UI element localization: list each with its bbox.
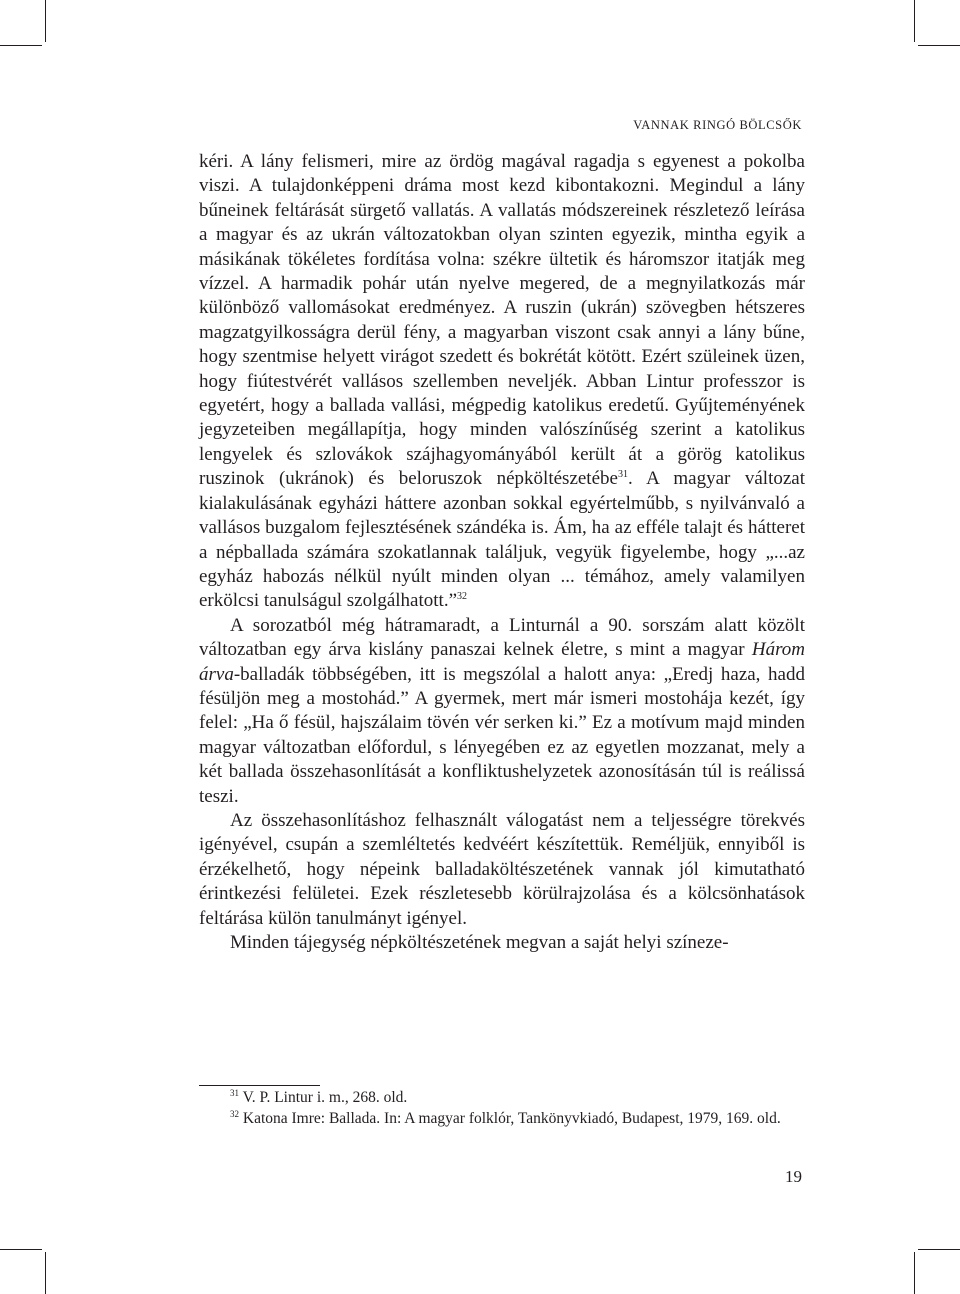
crop-mark-bottom-right-h — [918, 1249, 960, 1250]
footnote-text: Katona Imre: Ballada. In: A magyar folklór, Tankönyvkiadó, Budapest, 1979, 169. old. — [242, 1110, 781, 1127]
paragraph-1-text-b: . A magyar változat kialakulásának egyházi háttere azonban sokkal egyértelműbb, s nyilvánvaló a vallásos buzgalom fejlesztésének szándéka is. Ám, ha az efféle talajt és hátteret a népballada számára szokatlannak találjuk, vegyük figyelembe, hogy „...az egyház habozás nélkül nyúlt minden olyan ... témához, amely valamilyen erkölcsi tanulságul szolgálhatott.” — [199, 468, 805, 612]
paragraph-1-text-a: kéri. A lány felismeri, mire az ördög magával ragadja s egyenest a pokolba viszi. A tulajdonképpeni dráma most kezd kibontakozni. Megindul a lány bűneinek feltárását sürgető vallatás. A vallatás módszereinek részletező leírása a magyar és az ukrán változatokban olyan szinten egyezik, mintha egyik a másikának tökéletes fordítása volna: székre ültetik és háromszor itatják meg vízzel. A harmadik pohár után nyelve megered, de a megnyilatkozás már különböző vallomásokat eredményez. A ruszin (ukrán) szövegben hétszeres magzatgyilkosságra derül fény, a magyarban viszont csak annyi a lány bűne, hogy szentmise helyett virágot szedett és bokrétát kötött. Ezért szüleinek üzen, hogy fiútestvérét vallásos szellemben neveljék. Abban Lintur professzor is egyetért, hogy a ballada vallási, mégpedig katolikus eredetű. Gyűjteményének jegyzeteiben megállapítja, hogy minden valószínűség szerint a katolikus lengyelek és szlovákok szájhagyományából került át a görög katolikus ruszinok (ukránok) és beloruszok népköltészetébe — [199, 151, 805, 490]
paragraph-2 — [199, 614, 805, 809]
footnote-32 — [199, 1108, 805, 1129]
footnote-text: V. P. Lintur i. m., 268. old. — [242, 1089, 408, 1106]
paragraph-3: Az összehasonlításhoz felhasznált válogatást nem a teljességre törekvés igényével, csupán a szemléltetés kedvéért készítettük. Reméljük, ennyiből is érzékelhető, hogy népeink balladaköltészetének vannak jól kimutatható érintkezési felületei. Ezek részletesebb körülrajzolása és a kölcsönhatások feltárása külön tanulmányt igényel. — [199, 809, 805, 929]
crop-mark-top-right-h — [918, 45, 960, 46]
crop-mark-bottom-right-v — [914, 1252, 915, 1294]
crop-mark-bottom-left-h — [0, 1249, 42, 1250]
paragraph-2-text-b: -balladák többségében, itt is megszólal a halott anya: „Eredj haza, hadd fésüljön meg a mostohád.” A gyermek, mert már ismeri mostohája kezét, így felel: „Ha ő fésül, hajszálaim tövén vér serken ki.” Ez a motívum majd minden magyar változatban előfordul, s lényegében ez az egyetlen mozzanat, mely a két ballada összehasonlítását a konfliktushelyzetek azonosításán túl is reálissá teszi. — [199, 663, 805, 807]
paragraph-2-italic-title: Három árva — [199, 639, 805, 685]
crop-mark-top-left-h — [0, 45, 42, 46]
footnote-ref-31: 31 — [617, 469, 628, 481]
footnotes — [199, 1087, 805, 1129]
paragraph-2-text-a: A sorozatból még hátramaradt, a Linturnál a 90. sorszám alatt közölt változatban egy árva kislány panaszai kelnek életre, s mint a magyar — [199, 614, 805, 661]
running-header: VANNAK RINGÓ BÖLCSŐK — [633, 118, 802, 132]
crop-mark-top-left-v — [45, 0, 46, 42]
page-number: 19 — [785, 1167, 802, 1186]
footnote-number: 31 — [230, 1088, 239, 1098]
body-text — [199, 150, 805, 955]
paragraph-4: Minden tájegység népköltészetének megvan a saját helyi színeze- — [230, 932, 729, 953]
footnote-number: 32 — [230, 1109, 239, 1119]
footnote-separator — [199, 1085, 320, 1086]
footnote-31 — [199, 1087, 805, 1108]
crop-mark-bottom-left-v — [45, 1252, 46, 1294]
footnote-ref-32: 32 — [457, 591, 468, 603]
crop-mark-top-right-v — [914, 0, 915, 42]
paragraph-1 — [199, 150, 805, 614]
